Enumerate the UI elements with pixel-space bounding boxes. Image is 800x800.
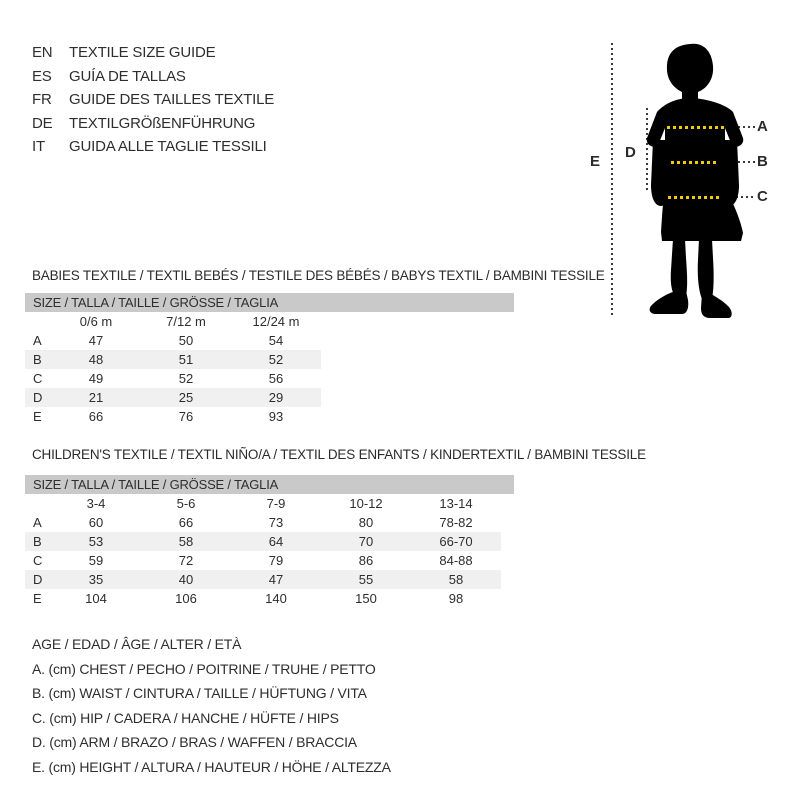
size-value-cell: 80 [358, 515, 374, 530]
size-value-cell: 79 [268, 553, 284, 568]
height-measure-line [611, 43, 613, 315]
row-label: D [33, 390, 43, 405]
table-row [25, 532, 514, 551]
size-value-cell: 29 [268, 390, 284, 405]
row-label: A [33, 333, 42, 348]
size-value-cell: 140 [265, 591, 287, 606]
size-value-cell: 76 [178, 409, 194, 424]
table-row [25, 513, 514, 532]
chest-measure-label: A [757, 118, 768, 135]
row-label: B [33, 534, 42, 549]
size-value-cell: 66-70 [439, 534, 473, 549]
language-row [32, 135, 274, 159]
table-row [25, 331, 514, 350]
size-value-cell: 66 [88, 409, 104, 424]
column-header: 5-6 [176, 496, 196, 511]
row-label: C [33, 371, 43, 386]
size-value-cell: 104 [85, 591, 107, 606]
column-header: 13-14 [439, 496, 473, 511]
size-value-cell: 47 [268, 572, 284, 587]
table-row [25, 570, 514, 589]
corner-cell [25, 494, 51, 513]
size-value-cell: 150 [355, 591, 377, 606]
column-header-row [25, 312, 514, 331]
size-value-cell: 35 [88, 572, 104, 587]
column-header: 7/12 m [166, 314, 206, 329]
children-section-title: CHILDREN'S TEXTILE / TEXTIL NIÑO/A / TEXTIL DES ENFANTS / KINDERTEXTIL / BAMBINI TESSILE [32, 447, 646, 462]
language-row [32, 112, 274, 136]
table-row [25, 388, 514, 407]
table-row [25, 551, 514, 570]
size-value-cell: 60 [88, 515, 104, 530]
language-row [32, 88, 274, 112]
table-body [25, 331, 514, 426]
column-header: 0/6 m [79, 314, 113, 329]
size-value-cell: 48 [88, 352, 104, 367]
column-header: 10-12 [349, 496, 383, 511]
language-row [32, 41, 274, 65]
language-code: FR [32, 91, 52, 108]
size-value-cell: 51 [178, 352, 194, 367]
size-value-cell: 73 [268, 515, 284, 530]
size-value-cell: 58 [178, 534, 194, 549]
legend-row: E. (cm) HEIGHT / ALTURA / HAUTEUR / HÖHE / ALTEZZA [32, 758, 391, 775]
row-label: B [33, 352, 42, 367]
legend-row: A. (cm) CHEST / PECHO / POITRINE / TRUHE / PETTO [32, 660, 376, 677]
size-value-cell: 86 [358, 553, 374, 568]
child-silhouette-icon [640, 40, 765, 320]
language-code: ES [32, 67, 52, 85]
legend-row: C. (cm) HIP / CADERA / HANCHE / HÜFTE / HIPS [32, 709, 339, 726]
table-body [25, 513, 514, 608]
size-value-cell: 66 [178, 515, 194, 530]
waist-measure-label: B [757, 153, 768, 170]
language-code: IT [32, 138, 45, 155]
column-header: 12/24 m [252, 314, 300, 329]
row-label: E [33, 409, 42, 424]
language-list [32, 41, 274, 159]
hip-measure-label: C [757, 188, 768, 205]
waist-measure-line [671, 161, 719, 164]
guide-title-text: GUIDE DES TAILLES TEXTILE [69, 91, 275, 108]
size-value-cell: 25 [178, 390, 194, 405]
children-size-table [25, 475, 514, 608]
size-value-cell: 98 [448, 591, 464, 606]
column-header-row [25, 494, 514, 513]
size-value-cell: 52 [178, 371, 194, 386]
column-header: 7-9 [266, 496, 286, 511]
size-value-cell: 54 [268, 333, 284, 348]
size-value-cell: 40 [178, 572, 194, 587]
size-value-cell: 49 [88, 371, 104, 386]
size-header-bar: SIZE / TALLA / TAILLE / GRÖSSE / TAGLIA [25, 293, 514, 312]
size-value-cell: 21 [88, 390, 104, 405]
language-code: DE [32, 114, 53, 132]
size-value-cell: 56 [268, 371, 284, 386]
column-header: 3-4 [86, 496, 106, 511]
size-value-cell: 64 [268, 534, 284, 549]
guide-title-text: GUÍA DE TALLAS [69, 67, 186, 85]
language-code: EN [32, 44, 53, 61]
legend-row: D. (cm) ARM / BRAZO / BRAS / WAFFEN / BRACCIA [32, 734, 357, 750]
guide-title-text: TEXTILE SIZE GUIDE [69, 44, 216, 61]
size-value-cell: 78-82 [439, 515, 473, 530]
table-row [25, 589, 514, 608]
size-value-cell: 55 [358, 572, 374, 587]
size-value-cell: 84-88 [439, 553, 473, 568]
row-label: A [33, 515, 42, 530]
measurement-legend [32, 632, 391, 779]
size-value-cell: 106 [175, 591, 197, 606]
size-value-cell: 59 [88, 553, 104, 568]
table-row [25, 350, 514, 369]
size-value-cell: 72 [178, 553, 194, 568]
guide-title-text: TEXTILGRÖßENFÜHRUNG [69, 114, 256, 132]
babies-section-title: BABIES TEXTILE / TEXTIL BEBÉS / TESTILE DES BÉBÉS / BABYS TEXTIL / BAMBINI TESSILE [32, 268, 605, 283]
babies-size-table [25, 293, 514, 426]
size-value-cell: 58 [448, 572, 464, 587]
size-value-cell: 47 [88, 333, 104, 348]
chest-measure-line [667, 126, 724, 129]
size-value-cell: 50 [178, 333, 194, 348]
legend-row: B. (cm) WAIST / CINTURA / TAILLE / HÜFTUNG / VITA [32, 685, 367, 701]
height-measure-label: E [590, 153, 601, 170]
table-row [25, 369, 514, 388]
size-value-cell: 52 [268, 352, 284, 367]
corner-cell [25, 312, 51, 331]
row-label: C [33, 553, 43, 568]
size-value-cell: 53 [88, 534, 104, 549]
row-label: D [33, 572, 43, 587]
arm-measure-label: D [625, 144, 636, 161]
table-row [25, 407, 514, 426]
size-value-cell: 93 [268, 409, 284, 424]
language-row [32, 65, 274, 89]
hip-measure-line [668, 196, 722, 199]
size-header-bar: SIZE / TALLA / TAILLE / GRÖSSE / TAGLIA [25, 475, 514, 494]
row-label: E [33, 591, 42, 606]
guide-title-text: GUIDA ALLE TAGLIE TESSILI [69, 138, 267, 155]
legend-row: AGE / EDAD / ÂGE / ALTER / ETÀ [32, 636, 242, 652]
size-value-cell: 70 [358, 534, 374, 549]
